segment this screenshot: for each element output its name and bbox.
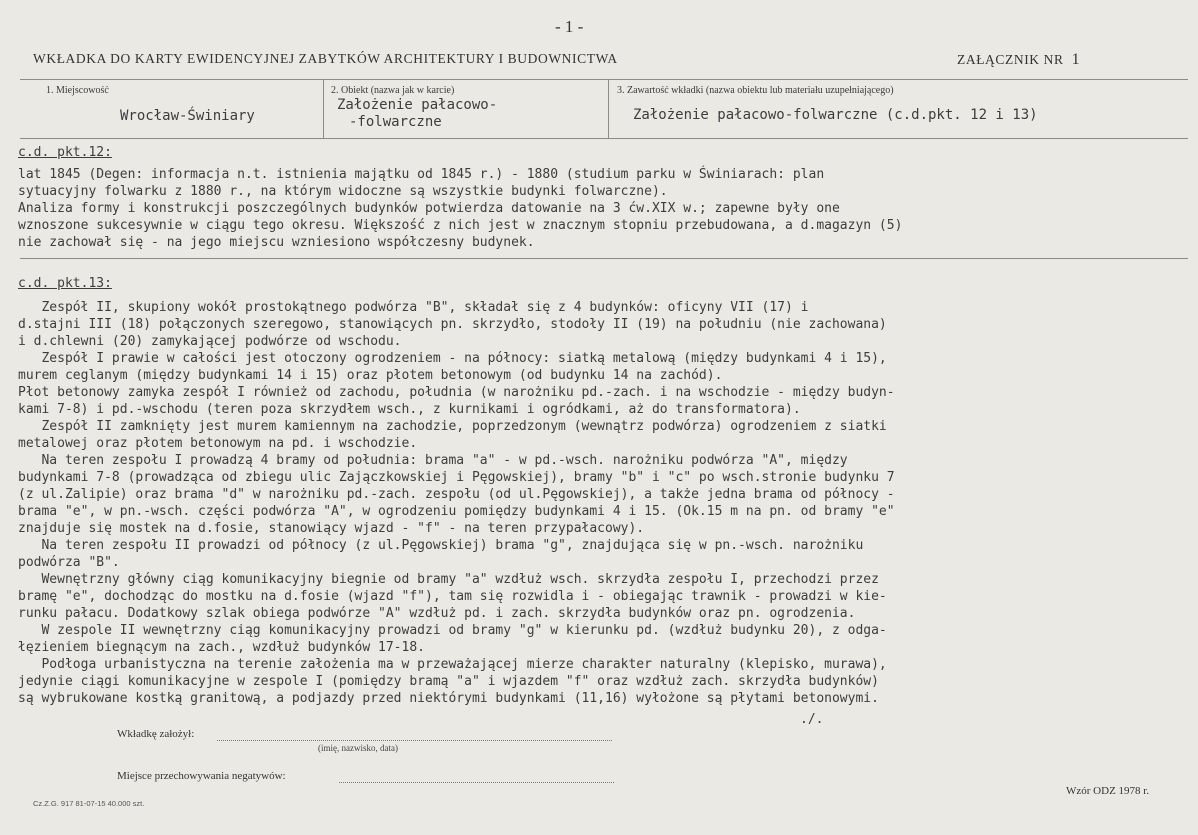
- attachment-label-text: ZAŁĄCZNIK NR: [957, 52, 1064, 67]
- section-line: W zespole II wewnętrzny ciąg komunikacyjny prowadzi od bramy "g" w kierunku pd. (wzdłuż budynku 20), z odga-: [18, 623, 887, 638]
- section-line: murem ceglanym (między budynkami 14 i 15) oraz płotem betonowym (od budynku 14 na zachód).: [18, 368, 723, 383]
- attachment-label: [957, 51, 1080, 69]
- locality-label: 1. Miejscowość: [46, 85, 109, 96]
- negatives-location-label: Miejsce przechowywania negatywów:: [117, 770, 286, 782]
- section-line: podwórza "B".: [18, 555, 120, 570]
- field-divider-2: [608, 79, 609, 138]
- print-code: Cz.Z.G. 917 81-07-15 40.000 szt.: [33, 799, 145, 808]
- section-heading: c.d. pkt.12:: [18, 145, 112, 160]
- section-heading: c.d. pkt.13:: [18, 276, 112, 291]
- section-line: są wybrukowane kostką granitową, a podjazdy przed niektórymi budynkami (11,16) wyłożone są płytami betonowymi.: [18, 691, 879, 706]
- founded-by-line: [217, 740, 612, 741]
- field-divider-1: [323, 79, 324, 138]
- section-line: metalowej oraz płotem betonowym na pd. i wschodzie.: [18, 436, 418, 451]
- section-divider: [20, 258, 1188, 259]
- content-label: 3. Zawartość wkładki (nazwa obiektu lub materiału uzupełniającego): [617, 85, 894, 96]
- negatives-location-line: [339, 782, 614, 783]
- section-line: nie zachował się - na jego miejscu wzniesiono współczesny budynek.: [18, 235, 535, 250]
- form-title: WKŁADKA DO KARTY EWIDENCYJNEJ ZABYTKÓW ARCHITEKTURY I BUDOWNICTWA: [33, 51, 618, 66]
- section-line: i d.chlewni (20) zamykającej podwórze od wschodu.: [18, 334, 402, 349]
- section-line: Podłoga urbanistyczna na terenie założenia ma w przeważającej mierze charakter naturalny (klepisko, murawa),: [18, 657, 887, 672]
- section-line: d.stajni III (18) połączonych szeregowo, stanowiących pn. skrzydło, stodoły II (19) na południu (nie zachowana): [18, 317, 887, 332]
- section-line: łęzieniem biegnącym na zach., wzdłuż budynków 17-18.: [18, 640, 425, 655]
- content-value: Założenie pałacowo-folwarczne (c.d.pkt. 12 i 13): [633, 107, 1038, 123]
- section-line: lat 1845 (Degen: informacja n.t. istnienia majątku od 1845 r.) - 1880 (studium parku w Świniarach: plan: [18, 167, 825, 182]
- founded-by-label: Wkładkę założył:: [117, 728, 195, 740]
- section-line: (z ul.Zalipie) oraz brama "d" w narożniku pd.-zach. zespołu (od ul.Pęgowskiej), a także jedna brama od północy -: [18, 487, 895, 502]
- section-line: Zespół II, skupiony wokół prostokątnego podwórza "B", składał się z 4 budynków: oficyny VII (17) i: [18, 300, 809, 315]
- header-rule: [20, 79, 1188, 80]
- section-line: brama "e", w pn.-wsch. części podwórza "A", w ogrodzeniu pomiędzy budynkami 4 i 15. (Ok.15 m na pn. od bramy "e": [18, 504, 895, 519]
- attachment-number: 1: [1071, 51, 1081, 68]
- section-line: Płot betonowy zamyka zespół I również od zachodu, południa (w narożniku pd.-zach. i na wschodzie - między budyn-: [18, 385, 895, 400]
- fields-bottom-rule: [20, 138, 1188, 139]
- page-number: - 1 -: [555, 17, 584, 36]
- locality-value: Wrocław-Świniary: [120, 108, 255, 124]
- section-line: Analiza formy i konstrukcji poszczególnych budynków potwierdza datowanie na 3 ćw.XIX w.; zapewne były one: [18, 201, 840, 216]
- section-line: budynkami 7-8 (prowadząca od zbiegu ulic Zajączkowskiej i Pęgowskiej), bramy "b" i "c" po wsch.stronie budynku 7: [18, 470, 895, 485]
- section-line: wznoszone sukcesywnie w ciągu tego okresu. Większość z nich jest w znacznym stopniu przebudowana, a d.magazyn (5): [18, 218, 903, 233]
- section-line: bramę "e", dochodząc do mostku na d.fosie (wjazd "f"), tam się rozwidla i - obiegając trawnik - prowadzi w kie-: [18, 589, 887, 604]
- form-id: Wzór ODZ 1978 r.: [1066, 785, 1150, 797]
- object-value-line1: Założenie pałacowo-: [337, 97, 498, 113]
- section-line: Na teren zespołu I prowadzą 4 bramy od południa: brama "a" - w pd.-wsch. narożniku podwórza "A", między: [18, 453, 848, 468]
- object-label: 2. Obiekt (nazwa jak w karcie): [331, 85, 455, 96]
- section-line: Wewnętrzny główny ciąg komunikacyjny biegnie od bramy "a" wzdłuż wsch. skrzydła zespołu I, przechodzi przez: [18, 572, 879, 587]
- section-line: jedynie ciągi komunikacyjne w zespole I (pomiędzy bramą "a" i wjazdem "f" oraz wzdłuż zach. skrzydła budynków): [18, 674, 879, 689]
- object-value-line2: -folwarczne: [349, 114, 442, 130]
- section-line: kami 7-8) i pd.-wschodu (teren poza skrzydłem wsch., z kurnikami i ogródkami, aż do transformatora).: [18, 402, 801, 417]
- section-line: runku pałacu. Dodatkowy szlak obiega podwórze "A" wzdłuż pd. i zach. skrzydła budynków oraz pn. ogrodzenia.: [18, 606, 856, 621]
- section-line: Na teren zespołu II prowadzi od północy (z ul.Pęgowskiej) brama "g", znajdująca się w pn.-wsch. narożniku: [18, 538, 864, 553]
- section-line: znajduje się mostek na d.fosie, stanowiący wjazd - "f" - na teren przypałacowy).: [18, 521, 645, 536]
- founded-by-hint: (imię, nazwisko, data): [318, 743, 398, 753]
- section-line: Zespół II zamknięty jest murem kamiennym na zachodzie, poprzedzonym (wewnątrz podwórza) ogrodzeniem z siatki: [18, 419, 887, 434]
- section-line: sytuacyjny folwarku z 1880 r., na którym widoczne są wszystkie budynki folwarczne).: [18, 184, 668, 199]
- section-line: Zespół I prawie w całości jest otoczony ogrodzeniem - na północy: siatką metalową (między budynkami 4 i 15),: [18, 351, 887, 366]
- end-mark: ./.: [800, 712, 824, 727]
